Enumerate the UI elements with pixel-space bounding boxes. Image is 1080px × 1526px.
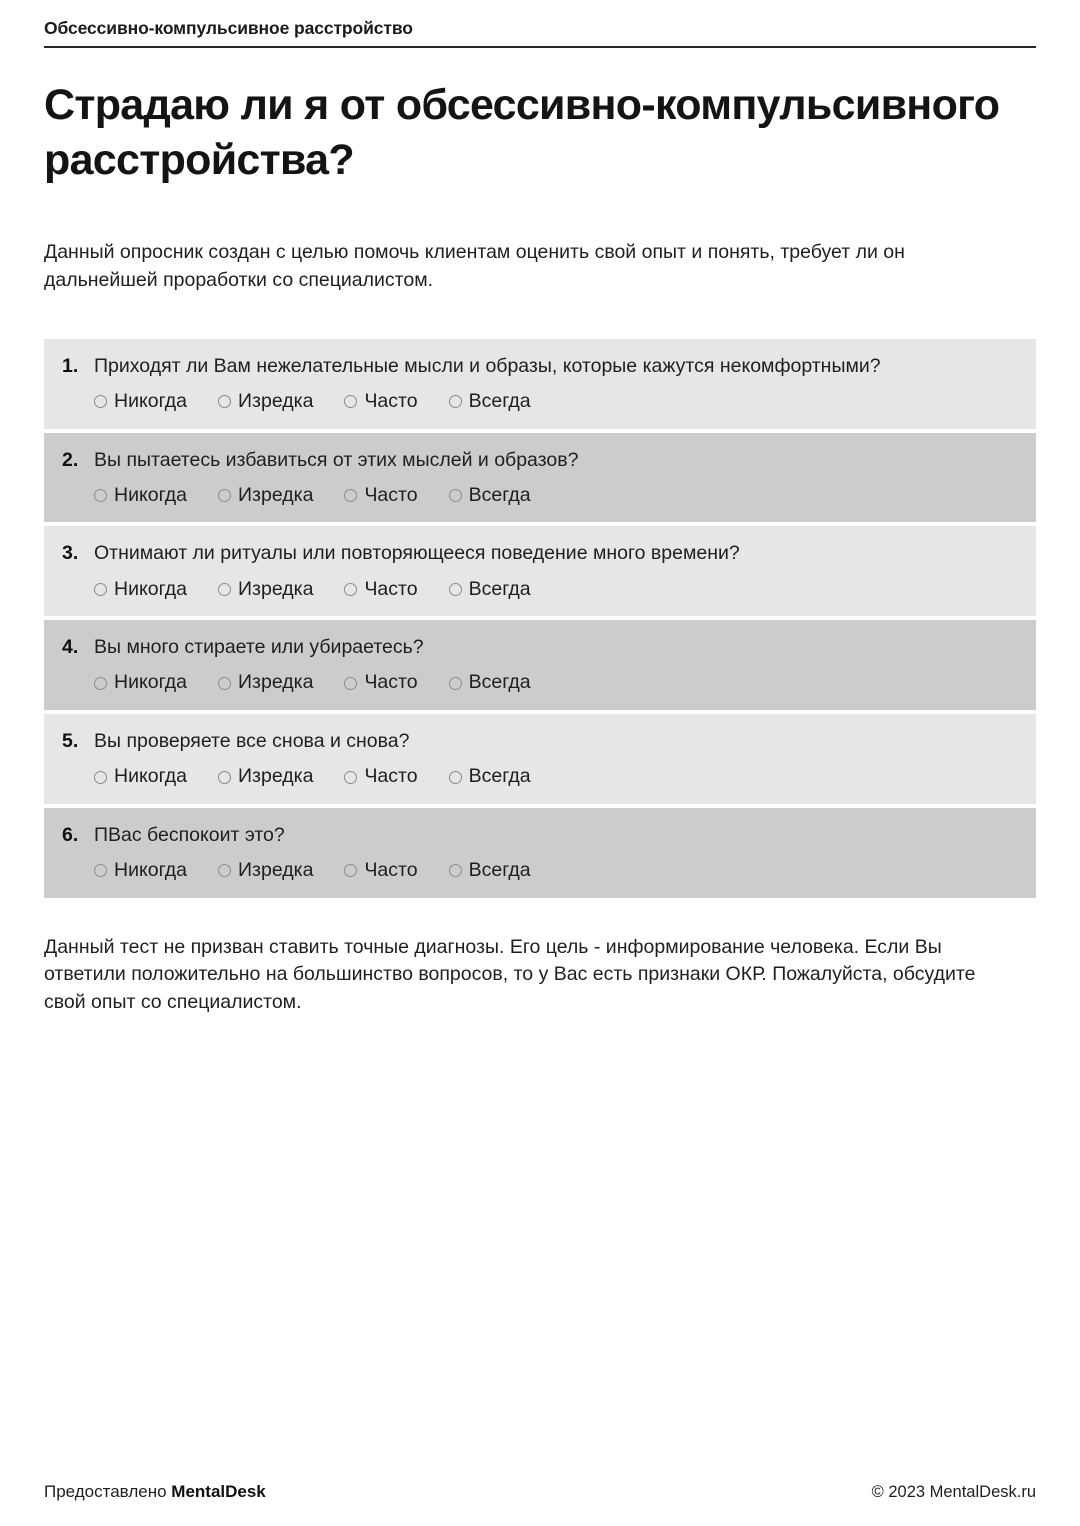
radio-button-icon[interactable]: [449, 395, 462, 408]
page-title: Страдаю ли я от обсессивно-компульсивного расстройства?: [44, 81, 1000, 185]
answer-option[interactable]: [449, 392, 531, 412]
answer-option[interactable]: [94, 767, 187, 787]
question-row: [44, 433, 1036, 523]
answer-option[interactable]: [344, 673, 417, 693]
question-number: 1.: [62, 354, 79, 377]
answer-options: [62, 483, 1018, 506]
question-text-line: [62, 353, 1018, 379]
answer-option[interactable]: [449, 673, 531, 693]
radio-button-icon[interactable]: [449, 677, 462, 690]
question-row: [44, 808, 1036, 898]
answer-option-label: Никогда: [114, 671, 188, 694]
page-footer: [44, 1482, 1036, 1502]
footer-provided-by-label: Предоставлено: [44, 1482, 167, 1501]
radio-button-icon[interactable]: [94, 677, 107, 690]
question-text-line: [62, 447, 1018, 473]
question-text: ПВас беспокоит это?: [94, 823, 285, 846]
answer-option[interactable]: [94, 673, 187, 693]
radio-button-icon[interactable]: [344, 864, 357, 877]
answer-option-label: Никогда: [114, 390, 188, 413]
answer-option-label: Всегда: [468, 765, 531, 788]
answer-option-label: Всегда: [468, 390, 531, 413]
question-number: 5.: [62, 729, 79, 752]
answer-option-label: Изредка: [238, 577, 314, 600]
answer-option[interactable]: [218, 483, 314, 506]
radio-button-icon[interactable]: [449, 583, 462, 596]
question-text-line: [62, 634, 1018, 660]
answer-option[interactable]: [218, 392, 313, 412]
radio-button-icon[interactable]: [94, 583, 107, 596]
header-divider: [44, 46, 1036, 48]
answer-option[interactable]: [218, 577, 314, 600]
radio-button-icon[interactable]: [94, 489, 107, 502]
answer-option-label: Всегда: [468, 859, 531, 882]
question-number: 4.: [62, 636, 79, 659]
answer-options: [62, 577, 1018, 600]
radio-button-icon[interactable]: [344, 583, 357, 596]
footer-copyright: © 2023 MentalDesk.ru: [871, 1483, 1036, 1501]
radio-button-icon[interactable]: [94, 864, 107, 877]
answer-option[interactable]: [94, 483, 188, 506]
radio-button-icon[interactable]: [218, 771, 231, 784]
radio-button-icon[interactable]: [344, 677, 357, 690]
answer-option-label: Изредка: [238, 765, 314, 788]
answer-option-label: Всегда: [468, 483, 531, 506]
answer-option-label: Никогда: [114, 765, 188, 788]
answer-option-label: Изредка: [238, 390, 314, 413]
answer-options: [62, 767, 1018, 787]
answer-option-label: Никогда: [114, 577, 188, 600]
answer-option-label: Никогда: [114, 483, 188, 506]
answer-option-label: Изредка: [238, 483, 314, 506]
question-number: 3.: [62, 542, 79, 565]
question-text-line: [62, 822, 1018, 848]
radio-button-icon[interactable]: [218, 395, 231, 408]
question-text-line: [62, 540, 1018, 566]
answer-option-label: Часто: [364, 765, 418, 788]
question-row: [44, 526, 1036, 616]
radio-button-icon[interactable]: [344, 771, 357, 784]
answer-option-label: Изредка: [238, 671, 314, 694]
radio-button-icon[interactable]: [449, 864, 462, 877]
answer-option[interactable]: [344, 483, 418, 506]
answer-option[interactable]: [449, 577, 531, 600]
footer-attribution: [44, 1482, 266, 1502]
footer-brand-name: MentalDesk: [171, 1482, 266, 1501]
radio-button-icon[interactable]: [449, 489, 462, 502]
question-text: Отнимают ли ритуалы или повторяющееся поведение много времени?: [94, 542, 740, 565]
radio-button-icon[interactable]: [94, 771, 107, 784]
answer-option[interactable]: [218, 767, 313, 787]
answer-options: [62, 861, 1018, 881]
radio-button-icon[interactable]: [218, 489, 231, 502]
question-text: Приходят ли Вам нежелательные мысли и образы, которые кажутся некомфортными?: [94, 354, 881, 377]
running-header-title: Обсессивно-компульсивное расстройство: [44, 18, 413, 38]
answer-option-label: Всегда: [468, 671, 531, 694]
answer-option-label: Часто: [364, 483, 418, 506]
question-list: [44, 339, 1036, 898]
answer-options: [62, 392, 1018, 412]
answer-option-label: Часто: [364, 577, 418, 600]
answer-option[interactable]: [218, 861, 313, 881]
radio-button-icon[interactable]: [94, 395, 107, 408]
answer-option-label: Часто: [364, 859, 418, 882]
question-text-line: [62, 728, 1018, 754]
answer-option-label: Часто: [364, 390, 418, 413]
answer-option[interactable]: [94, 577, 188, 600]
intro-paragraph: Данный опросник создан с целью помочь клиентам оценить свой опыт и понять, требует ли он дальнейшей проработки со специалистом.: [44, 240, 905, 291]
question-text: Вы пытаетесь избавиться от этих мыслей и образов?: [94, 448, 579, 471]
radio-button-icon[interactable]: [344, 395, 357, 408]
answer-option[interactable]: [344, 861, 417, 881]
question-number: 2.: [62, 448, 79, 471]
radio-button-icon[interactable]: [449, 771, 462, 784]
answer-option[interactable]: [218, 673, 313, 693]
question-number: 6.: [62, 823, 79, 846]
answer-option-label: Никогда: [114, 859, 188, 882]
answer-option[interactable]: [344, 767, 417, 787]
answer-option[interactable]: [344, 577, 418, 600]
answer-option[interactable]: [94, 392, 187, 412]
answer-option[interactable]: [449, 861, 531, 881]
question-text: Вы много стираете или убираетесь?: [94, 636, 424, 659]
radio-button-icon[interactable]: [344, 489, 357, 502]
question-row: [44, 339, 1036, 429]
answer-option[interactable]: [344, 392, 417, 412]
radio-button-icon[interactable]: [218, 864, 231, 877]
question-row: [44, 714, 1036, 804]
radio-button-icon[interactable]: [218, 677, 231, 690]
answer-option-label: Изредка: [238, 859, 314, 882]
answer-option[interactable]: [94, 861, 187, 881]
question-text: Вы проверяете все снова и снова?: [94, 729, 410, 752]
answer-option[interactable]: [449, 483, 531, 506]
answer-option-label: Часто: [364, 671, 418, 694]
closing-paragraph: Данный тест не призван ставить точные диагнозы. Его цель - информирование человека. Если Вы ответили положительно на большинство вопросов, то у Вас есть признаки ОКР. Пожалуйста, обсудите свой опыт со специалистом.: [44, 935, 976, 1013]
answer-options: [62, 673, 1018, 693]
answer-option-label: Всегда: [468, 577, 531, 600]
answer-option[interactable]: [449, 767, 531, 787]
question-row: [44, 620, 1036, 710]
radio-button-icon[interactable]: [218, 583, 231, 596]
running-header: [44, 0, 1036, 48]
